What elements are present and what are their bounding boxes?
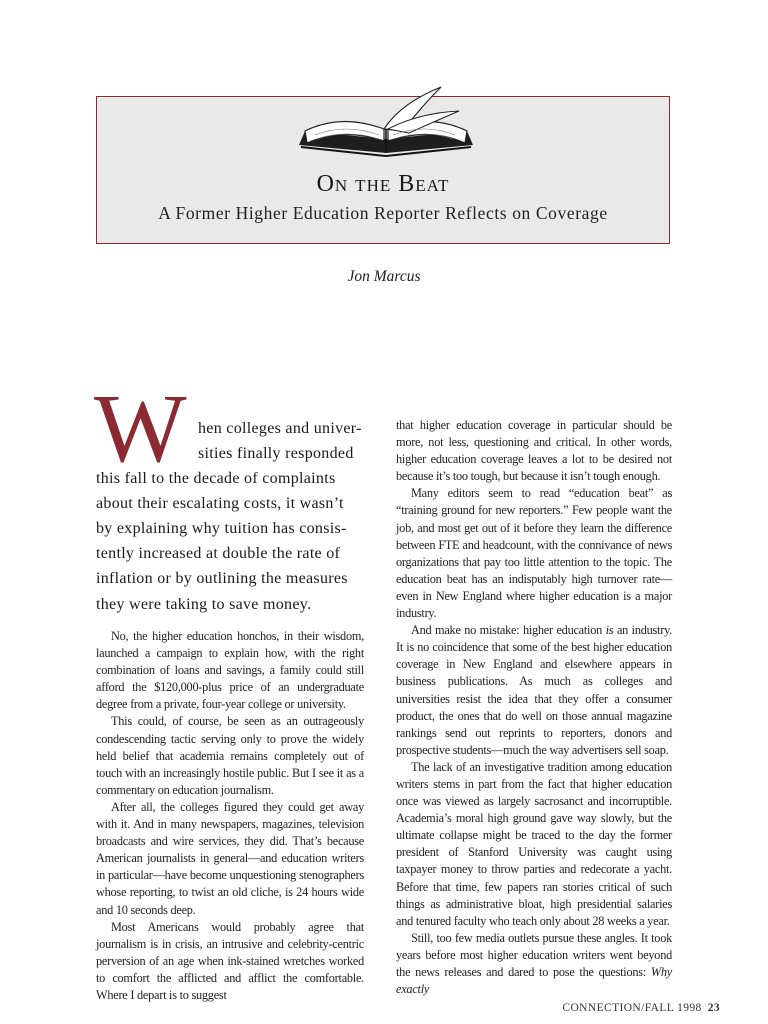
author-byline: Jon Marcus <box>347 268 421 285</box>
emphasis: is <box>605 623 614 638</box>
lead-line: tently increased at double the rate of <box>96 545 341 562</box>
body-paragraph <box>396 622 672 759</box>
body-paragraph: No, the higher education honchos, in their wisdom, launched a campaign to explain how, with the right combination of loans and savings, a family could still afford the $120,000-plus price of an undergraduate degree from a private, four-year college or university. <box>96 629 364 712</box>
lead-line: inflation or by outlining the measures <box>96 570 348 587</box>
body-paragraph: This could, of course, be seen as an outrageously condescending tactic serving only to prove the widely held belief that academia remains completely out of touch with an increasingly hostile public. But I see it as a commentary on education journalism. <box>96 714 364 797</box>
lead-line: about their escalating costs, it wasn’t <box>96 495 344 512</box>
left-column <box>96 628 364 1004</box>
body-paragraph: Many editors seem to read “education beat” as “training ground for new reporters.” Few people want the job, and most get out of it before they learn the difference between FTE and headcount, with the connivance of news organizations that pay too little attention to the topic. The education beat has an indisputably high turnover rate—even in New England where higher education is a major industry. <box>396 486 672 621</box>
lead-line: they were taking to save money. <box>96 596 312 613</box>
body-paragraph: Most Americans would probably agree that journalism is in crisis, an intrusive and celebrity-centric perversion of an age when ink-stained wretches worked to comfort the afflicted and afflict the comfortable. Where I depart is to suggest <box>96 919 364 1002</box>
lead-line: this fall to the decade of complaints <box>96 470 336 487</box>
emphasis: Why exactly <box>396 965 672 997</box>
page-footer <box>562 1002 720 1014</box>
right-column <box>396 417 672 998</box>
body-paragraph: After all, the colleges figured they could get away with it. And in many newspapers, magazines, television broadcasts and wire services, they did. That’s because American journalists in general—and education writers in particular—have become unquestioning stenographers whose reporting, to twist an old cliche, is 24 hours wide and 10 seconds deep. <box>96 799 364 917</box>
drop-cap: W <box>94 375 187 483</box>
lead-line: by explaining why tuition has consis- <box>96 520 347 537</box>
body-paragraph: The lack of an investigative tradition among education writers stems in part from the fact that higher education once was viewed as largely sacrosanct and incorruptible. Academia’s moral high ground gave way slowly, but the ultimate collapse might be traced to the day the former president of Stanford University was caught using taxpayer money to throw parties and redecorate a yacht. Before that time, few papers ran stories critical of such things as administrative bloat, high presidential salaries and tenured faculty who teach only about 28 weeks a year. <box>396 759 672 928</box>
article-title: On the Beat <box>316 171 450 197</box>
open-book-icon <box>291 83 481 163</box>
page-number: 23 <box>707 1002 720 1014</box>
body-paragraph <box>396 930 672 998</box>
lead-line: hen colleges and univer- <box>198 420 362 437</box>
text-run: an industry. It is no coincidence that some of the best higher education coverage in New England and elsewhere appears in business publications. As much as colleges and universities resist the idea that they offer a consumer product, the ones that do well on those annual magazine rankings send out reprints to reporters, donors and prospective students—much the way advertisers sell soap. <box>396 623 672 757</box>
lead-line: sities finally responded <box>198 445 354 462</box>
text-run: Still, too few media outlets pursue these angles. It took years before most higher education writers went beyond the news releases and dared to pose the questions: <box>396 930 672 979</box>
text-run: And make no mistake: higher education <box>411 623 606 638</box>
article-subtitle: A Former Higher Education Reporter Reflects on Coverage <box>158 203 608 223</box>
publication-name: CONNECTION/FALL 1998 <box>562 1002 702 1014</box>
body-paragraph: that higher education coverage in particular should be more, not less, questioning and critical. In other words, higher education coverage leaves a lot to be desired not because it’s too tough, but because it isn’t tough enough. <box>396 418 672 484</box>
article-header <box>96 96 670 244</box>
